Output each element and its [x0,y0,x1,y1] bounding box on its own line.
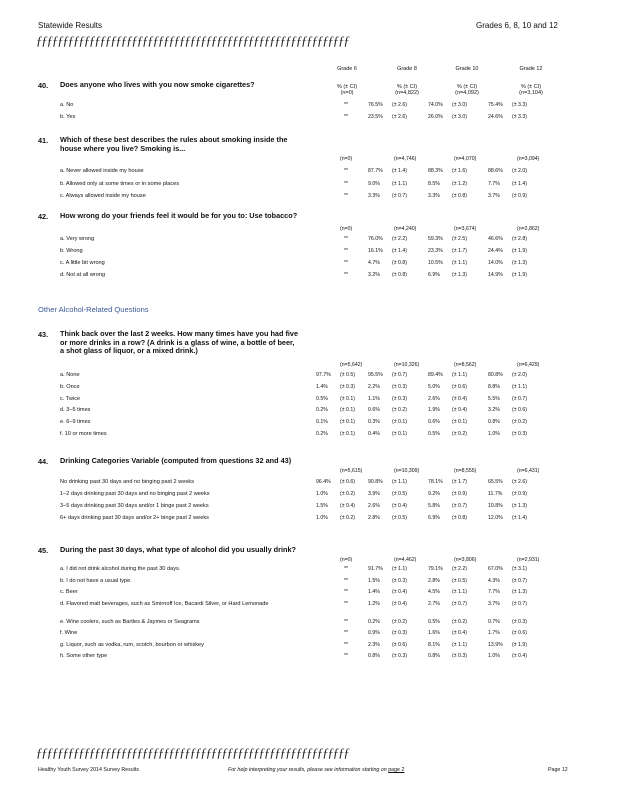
col-grade-12: Grade 12 [519,66,543,72]
confidence-interval: (± 0.3) [392,630,407,636]
percent-value: 1.5% [368,577,380,584]
question-number: 41. [38,136,49,145]
percent-value: ** [344,114,349,120]
percent-value: 4.5% [428,589,440,595]
confidence-interval: (± 2.0) [512,168,527,174]
percent-value: 10.8% [488,503,503,509]
confidence-interval: (± 0.7) [452,503,467,509]
sample-size: (n=8,562) [454,362,477,368]
confidence-interval: (± 0.2) [452,431,467,437]
confidence-interval: (± 0.5) [392,515,407,521]
confidence-interval: (± 0.8) [392,260,407,266]
percent-value: 0.1% [316,419,328,426]
percent-value: 74.0% [428,102,443,108]
percent-value: 8.8% [488,383,500,390]
confidence-interval: (± 0.7) [512,600,527,607]
response-option: f. 10 or more times [60,431,107,437]
confidence-interval: (± 0.9) [512,193,527,199]
percent-value: 26.0% [428,114,443,120]
percent-value: 46.6% [488,236,503,242]
report-title: Statewide Results [38,21,103,30]
confidence-interval: (± 1.4) [512,515,527,521]
response-option: 1–2 days drinking past 30 days and no binging past 2 weeks [60,491,210,497]
percent-value: ** [344,641,349,648]
percent-value: 67.0% [488,566,503,572]
confidence-interval: (± 0.3) [512,431,527,437]
sample-size: (n=4,746) [394,156,417,162]
percent-value: 2.2% [368,383,380,390]
confidence-interval: (± 0.1) [392,431,407,437]
percent-value: 87.7% [368,168,383,174]
confidence-interval: (± 0.3) [512,618,527,625]
grades-label: Grades 6, 8, 10 and 12 [476,21,558,30]
percent-value: 23.5% [368,114,383,120]
sample-size: (n=0) [340,557,353,563]
response-option: f. Wine [60,630,78,636]
percent-value: 0.2% [316,407,328,414]
percent-value: 9.2% [428,491,440,497]
confidence-interval: (± 2.2) [392,236,407,242]
confidence-interval: (± 1.3) [512,589,527,595]
response-option: b. I do not have a usual type. [60,577,132,584]
confidence-interval: (± 1.3) [452,272,467,278]
col-n-12: (n=3,104) [519,90,543,96]
percent-value: 0.2% [368,618,380,625]
response-option: g. Liquor, such as vodka, rum, scotch, bourbon or whiskey [60,641,204,648]
response-option: h. Some other type [60,653,108,659]
confidence-interval: (± 0.5) [392,491,407,497]
confidence-interval: (± 1.9) [512,248,527,254]
confidence-interval: (± 1.2) [452,180,467,187]
confidence-interval: (± 0.5) [340,372,355,378]
sample-size: (n=3,674) [454,226,477,232]
confidence-interval: (± 0.7) [392,193,407,199]
sample-size: (n=4,462) [394,557,417,563]
confidence-interval: (± 0.4) [392,503,407,509]
percent-value: 23.3% [428,248,443,254]
response-option: b. Once [60,383,80,390]
percent-value: 76.0% [368,236,383,242]
footer-help-text: For help interpreting your results, please see information starting on [228,767,387,773]
percent-value: 1.0% [316,515,328,521]
percent-value: 0.4% [368,431,380,437]
response-option: a. No [60,102,74,108]
percent-value: ** [344,566,349,572]
confidence-interval: (± 0.5) [452,577,467,584]
percent-value: 14.9% [488,272,503,278]
percent-value: 91.7% [368,566,383,572]
sample-size: (n=6,431) [517,468,540,474]
percent-value: 2.6% [428,395,440,402]
percent-value: 1.4% [316,383,328,390]
confidence-interval: (± 1.7) [452,248,467,254]
confidence-interval: (± 2.5) [452,236,467,242]
footer-page-number: Page 12 [548,767,568,773]
percent-value: 5.0% [428,383,440,390]
confidence-interval: (± 0.6) [512,407,527,414]
question-number: 44. [38,457,49,466]
confidence-interval: (± 0.8) [452,193,467,199]
percent-value: 76.5% [368,102,383,108]
question-number: 45. [38,546,49,555]
percent-value: ** [344,577,349,584]
confidence-interval: (± 3.3) [512,102,527,108]
sample-size: (n=4,240) [394,226,417,232]
confidence-interval: (± 0.8) [452,515,467,521]
percent-value: 95.5% [368,372,383,378]
percent-value: 2.7% [428,600,440,607]
percent-value: ** [344,653,349,659]
confidence-interval: (± 0.4) [452,407,467,414]
percent-value: 3.2% [368,272,380,278]
col-n-8: (n=4,822) [395,90,419,96]
question-title: Does anyone who lives with you now smoke cigarettes? [60,80,255,89]
sample-size: (n=2,862) [517,226,540,232]
confidence-interval: (± 1.1) [392,479,407,485]
percent-value: 1.7% [488,630,500,636]
col-pct-8: % (± CI) [396,84,418,90]
confidence-interval: (± 1.3) [512,503,527,509]
question-number: 40. [38,81,49,90]
response-option: a. None [60,372,80,378]
sample-size: (n=3,806) [454,557,477,563]
sample-size: (n=3,094) [517,156,540,162]
confidence-interval: (± 3.0) [452,102,467,108]
percent-value: 0.5% [428,431,440,437]
confidence-interval: (± 1.1) [452,589,467,595]
response-option: a. I did not drink alcohol during the past 30 days. [60,566,181,572]
response-option: b. Allowed only at some times or in some places [60,180,180,187]
confidence-interval: (± 0.8) [392,272,407,278]
percent-value: 24.4% [488,248,503,254]
percent-value: 1.0% [488,653,500,659]
percent-value: 0.3% [368,419,380,426]
percent-value: ** [344,260,349,266]
percent-value: 3.3% [368,193,380,199]
question-number: 42. [38,212,49,221]
confidence-interval: (± 1.1) [452,260,467,266]
response-option: a. Never allowed inside my house [60,168,144,174]
question-title: Think back over the last 2 weeks. How many times have you had five or more drinks in a row? (A drink is a glass of wine, a bottle of beer, a shot glass of liquor, or a mixed drink.) [60,329,299,356]
confidence-interval: (± 0.2) [340,515,355,521]
response-option: c. Twice [60,395,81,402]
percent-value: 8.1% [428,641,440,648]
confidence-interval: (± 1.6) [452,168,467,174]
confidence-interval: (± 0.3) [452,653,467,659]
top-rule: ƒƒƒƒƒƒƒƒƒƒƒƒƒƒƒƒƒƒƒƒƒƒƒƒƒƒƒƒƒƒƒƒƒƒƒƒƒƒƒƒƒƒƒƒƒƒƒƒƒƒƒƒƒƒƒƒƒƒƒ [36,33,349,48]
percent-value: 3.7% [488,193,500,199]
percent-value: 1.1% [368,395,380,402]
sample-size: (n=2,931) [517,557,540,563]
response-option: b. Yes [60,114,76,120]
confidence-interval: (± 0.1) [452,419,467,426]
confidence-interval: (± 2.0) [512,372,527,378]
percent-value: 0.6% [428,419,440,426]
percent-value: 65.5% [488,479,503,485]
percent-value: 3.2% [488,407,500,414]
percent-value: 2.8% [368,515,380,521]
confidence-interval: (± 0.1) [340,395,355,402]
col-grade-10: Grade 10 [455,66,479,72]
footer-help [228,767,404,773]
confidence-interval: (± 0.3) [340,383,355,390]
confidence-interval: (± 0.3) [392,395,407,402]
percent-value: 7.7% [488,180,500,187]
percent-value: 6.9% [428,272,440,278]
col-pct-10: % (± CI) [456,84,478,90]
percent-value: ** [344,272,349,278]
response-option: b. Wrong [60,248,83,254]
percent-value: 1.6% [428,630,440,636]
response-option: e. Wine coolers, such as Bartles & Jaymes or Seagrams [60,618,200,625]
percent-value: ** [344,630,349,636]
sample-size: (n=5,615) [340,468,363,474]
percent-value: 75.4% [488,102,503,108]
percent-value: 24.6% [488,114,503,120]
question-title: How wrong do your friends feel it would be for you to: Use tobacco? [60,211,298,220]
confidence-interval: (± 0.4) [392,589,407,595]
response-option: d. 3–5 times [60,407,91,414]
sample-size: (n=10,309) [394,468,420,474]
response-option: d. Flavored malt beverages, such as Smirnoff Ice, Bacardi Silver, or Hard Lemonade [60,600,269,607]
confidence-interval: (± 0.4) [452,395,467,402]
response-option: a. Very wrong [60,236,95,242]
sample-size: (n=0) [340,156,353,162]
percent-value: 16.1% [368,248,383,254]
sample-size: (n=10,326) [394,362,420,368]
question-title: During the past 30 days, what type of alcohol did you usually drink? [60,545,296,554]
percent-value: 1.2% [368,600,380,607]
confidence-interval: (± 0.9) [452,491,467,497]
confidence-interval: (± 0.3) [392,653,407,659]
section-title: Other Alcohol-Related Questions [38,305,149,314]
sample-size: (n=6,429) [517,362,540,368]
percent-value: 0.9% [368,630,380,636]
col-n-6: (n=0) [340,90,354,96]
footer-page-link[interactable]: page 2 [388,767,405,773]
confidence-interval: (± 2.6) [512,479,527,485]
footer-left: Healthy Youth Survey 2014 Survey Results [38,767,139,773]
percent-value: 3.7% [488,600,500,607]
confidence-interval: (± 0.4) [392,600,407,607]
confidence-interval: (± 2.2) [452,566,467,572]
confidence-interval: (± 1.9) [512,272,527,278]
percent-value: 1.9% [428,407,440,414]
response-option: c. A little bit wrong [60,260,105,266]
confidence-interval: (± 0.7) [512,395,527,402]
percent-value: 96.4% [316,479,331,485]
response-option: d. Not at all wrong [60,272,106,278]
percent-value: 11.7% [488,491,503,497]
confidence-interval: (± 2.8) [512,236,527,242]
confidence-interval: (± 0.4) [340,503,355,509]
percent-value: ** [344,180,349,187]
confidence-interval: (± 0.6) [512,630,527,636]
percent-value: ** [344,589,349,595]
col-n-10: (n=4,092) [455,90,479,96]
confidence-interval: (± 0.1) [340,431,355,437]
percent-value: 59.3% [428,236,443,242]
percent-value: ** [344,193,349,199]
question-number: 43. [38,330,49,339]
confidence-interval: (± 0.6) [392,641,407,648]
col-pct-6: % (± CI) [336,84,358,90]
response-option: 3–5 days drinking past 30 days and/or 1 binge past 2 weeks [60,503,209,509]
percent-value: 4.3% [488,577,500,584]
confidence-interval: (± 0.2) [452,618,467,625]
question-title: Drinking Categories Variable (computed from questions 32 and 43) [60,456,292,465]
confidence-interval: (± 1.1) [452,372,467,378]
percent-value: ** [344,102,349,108]
confidence-interval: (± 0.2) [392,407,407,414]
percent-value: 1.5% [316,503,328,509]
percent-value: 78.1% [428,479,443,485]
percent-value: 0.5% [428,618,440,625]
percent-value: 7.7% [488,589,500,595]
response-option: 6+ days drinking past 30 days and/or 2+ binge past 2 weeks [60,515,209,521]
percent-value: 90.8% [368,479,383,485]
confidence-interval: (± 0.4) [512,653,527,659]
percent-value: 9.0% [368,180,380,187]
confidence-interval: (± 0.7) [512,577,527,584]
confidence-interval: (± 0.2) [512,419,527,426]
confidence-interval: (± 1.4) [512,180,527,187]
percent-value: 1.4% [368,589,380,595]
percent-value: 12.0% [488,515,503,521]
percent-value: 0.8% [368,653,380,659]
confidence-interval: (± 3.3) [512,114,527,120]
percent-value: 10.5% [428,260,443,266]
percent-value: ** [344,168,349,174]
percent-value: 8.5% [428,180,440,187]
confidence-interval: (± 1.1) [392,566,407,572]
response-option: e. 6–9 times [60,419,91,426]
col-grade-8: Grade 8 [397,66,417,72]
percent-value: 1.0% [316,491,328,497]
percent-value: 80.8% [488,372,503,378]
confidence-interval: (± 1.4) [392,168,407,174]
percent-value: ** [344,618,349,625]
col-pct-12: % (± CI) [520,84,542,90]
response-option: c. Always allowed inside my house [60,193,146,199]
confidence-interval: (± 0.1) [392,419,407,426]
confidence-interval: (± 0.1) [340,407,355,414]
percent-value: ** [344,248,349,254]
percent-value: 2.3% [368,641,380,648]
confidence-interval: (± 0.3) [392,383,407,390]
response-option: c. Beer [60,589,78,595]
confidence-interval: (± 0.9) [512,491,527,497]
confidence-interval: (± 0.4) [452,630,467,636]
percent-value: 88.6% [488,168,503,174]
percent-value: 2.6% [368,503,380,509]
percent-value: 0.8% [488,419,500,426]
percent-value: 3.9% [368,491,380,497]
percent-value: 0.7% [488,618,500,625]
confidence-interval: (± 0.6) [340,479,355,485]
confidence-interval: (± 2.6) [392,102,407,108]
percent-value: 89.4% [428,372,443,378]
bottom-rule: ƒƒƒƒƒƒƒƒƒƒƒƒƒƒƒƒƒƒƒƒƒƒƒƒƒƒƒƒƒƒƒƒƒƒƒƒƒƒƒƒƒƒƒƒƒƒƒƒƒƒƒƒƒƒƒƒƒƒƒ [36,745,349,760]
confidence-interval: (± 0.2) [392,618,407,625]
percent-value: 79.1% [428,566,443,572]
confidence-interval: (± 1.1) [512,383,527,390]
confidence-interval: (± 0.1) [340,419,355,426]
confidence-interval: (± 0.7) [392,372,407,378]
confidence-interval: (± 0.7) [452,600,467,607]
col-grade-6: Grade 6 [337,66,357,72]
percent-value: 5.5% [488,395,500,402]
percent-value: 2.8% [428,577,440,584]
sample-size: (n=8,555) [454,468,477,474]
percent-value: 88.3% [428,168,443,174]
percent-value: 0.8% [428,653,440,659]
percent-value: ** [344,600,349,607]
confidence-interval: (± 3.0) [452,114,467,120]
response-option: No drinking past 30 days and no binging past 2 weeks [60,479,195,485]
percent-value: 6.9% [428,515,440,521]
confidence-interval: (± 0.3) [392,577,407,584]
percent-value: 3.3% [428,193,440,199]
percent-value: 4.7% [368,260,380,266]
percent-value: 1.0% [488,431,500,437]
confidence-interval: (± 0.6) [452,383,467,390]
confidence-interval: (± 2.6) [392,114,407,120]
question-title: Which of these best describes the rules about smoking inside the house where you live? Smoking is... [60,135,288,153]
confidence-interval: (± 3.1) [512,566,527,572]
sample-size: (n=0) [340,226,353,232]
confidence-interval: (± 1.1) [452,641,467,648]
confidence-interval: (± 1.1) [392,180,407,187]
percent-value: 0.2% [316,431,328,437]
percent-value: 14.0% [488,260,503,266]
percent-value: 97.7% [316,372,331,378]
percent-value: 13.9% [488,641,503,648]
sample-size: (n=4,070) [454,156,477,162]
confidence-interval: (± 1.3) [512,260,527,266]
confidence-interval: (± 1.7) [452,479,467,485]
percent-value: 5.8% [428,503,440,509]
confidence-interval: (± 1.9) [512,641,527,648]
confidence-interval: (± 0.2) [340,491,355,497]
percent-value: 0.6% [368,407,380,414]
percent-value: ** [344,236,349,242]
percent-value: 0.5% [316,395,328,402]
sample-size: (n=5,642) [340,362,363,368]
confidence-interval: (± 1.4) [392,248,407,254]
